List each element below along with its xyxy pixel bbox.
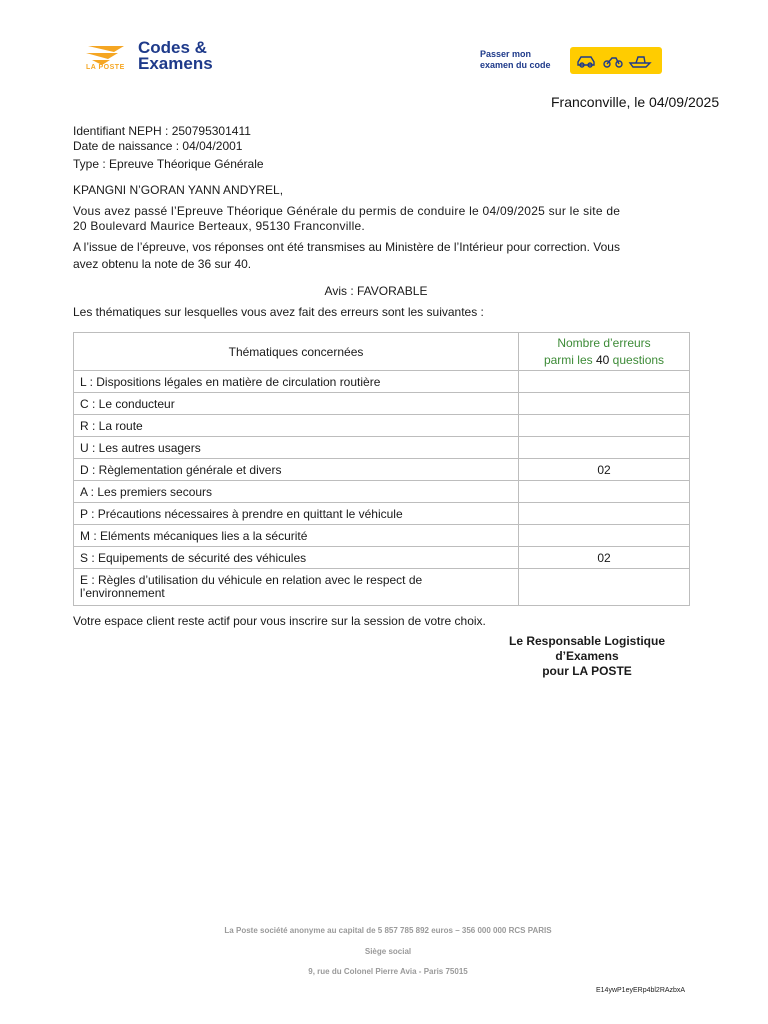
theme-cell: A : Les premiers secours — [74, 481, 519, 503]
table-header-row — [74, 333, 690, 371]
theme-cell-line-2: l’environnement — [80, 586, 165, 600]
table-row — [74, 371, 690, 393]
signature-line-2: d’Examens — [555, 649, 619, 663]
signature-line-3: pour LA POSTE — [542, 664, 632, 678]
theme-cell: C : Le conducteur — [74, 393, 519, 415]
codes-examens-logo — [84, 40, 244, 76]
exam-type: Type : Epreuve Théorique Générale — [73, 157, 264, 171]
count-cell — [519, 503, 690, 525]
count-cell: 02 — [519, 547, 690, 569]
errors-header-total: 40 — [595, 352, 610, 367]
theme-cell-line-1: E : Règles d’utilisation du véhicule en relation avec le respect de — [80, 573, 423, 587]
column-header-theme: Thématiques concernées — [74, 333, 519, 371]
promo-line-1: Passer mon — [480, 49, 532, 59]
closing-sentence: Votre espace client reste actif pour vous inscrire sur la session de votre choix. — [73, 614, 486, 628]
theme-cell: P : Précautions nécessaires à prendre en quittant le véhicule — [74, 503, 519, 525]
footer-head-office-label: Siège social — [364, 947, 412, 956]
table-row — [74, 459, 690, 481]
exam-paragraph — [73, 204, 703, 234]
count-cell — [519, 481, 690, 503]
errors-header-post: questions — [612, 352, 665, 367]
errors-intro: Les thématiques sur lesquelles vous avez fait des erreurs sont les suivantes : — [73, 305, 484, 319]
errors-table — [73, 332, 690, 606]
table-row — [74, 547, 690, 569]
theme-cell: R : La route — [74, 415, 519, 437]
promo-text — [480, 49, 572, 71]
theme-cell: L : Dispositions légales en matière de circulation routière — [74, 371, 519, 393]
la-poste-bird-icon — [84, 44, 128, 66]
footer-address: 9, rue du Colonel Pierre Avia - Paris 75015 — [308, 967, 468, 976]
table-row — [74, 393, 690, 415]
result-paragraph-line-1: A l’issue de l’épreuve, vos réponses ont été transmises au Ministère de l’Intérieur pour correction. Vous — [73, 240, 620, 254]
theme-cell: D : Règlementation générale et divers — [74, 459, 519, 481]
count-cell — [519, 371, 690, 393]
theme-cell: M : Eléments mécaniques lies a la sécurité — [74, 525, 519, 547]
result-paragraph-line-2: avez obtenu la note de 36 sur 40. — [73, 257, 252, 271]
vehicle-icons-badge — [570, 47, 662, 74]
signature-block — [487, 634, 687, 679]
exam-paragraph-line-2: 20 Boulevard Maurice Berteaux, 95130 Franconville. — [73, 219, 365, 233]
theme-cell: U : Les autres usagers — [74, 437, 519, 459]
verdict: Avis : FAVORABLE — [324, 284, 428, 298]
recipient-name: KPANGNI N’GORAN YANN ANDYREL, — [73, 183, 284, 197]
place-and-date: Franconville, le 04/09/2025 — [551, 94, 720, 110]
promo-banner — [480, 48, 662, 74]
neph-identifier: Identifiant NEPH : 250795301411 — [73, 124, 251, 138]
count-cell — [519, 415, 690, 437]
result-paragraph — [73, 239, 703, 273]
signature-line-1: Le Responsable Logistique — [508, 634, 666, 648]
birth-date: Date de naissance : 04/04/2001 — [73, 139, 243, 153]
document-code: E14ywP1eyERp4bl2RAzbxA — [596, 987, 686, 994]
promo-line-2: examen du code — [480, 60, 551, 70]
count-cell — [519, 393, 690, 415]
count-cell — [519, 569, 690, 606]
table-row — [74, 569, 690, 606]
la-poste-label: LA POSTE — [86, 64, 125, 71]
theme-cell — [74, 569, 519, 606]
errors-header-pre: parmi les — [543, 352, 593, 367]
candidate-identity — [73, 124, 264, 172]
footer-legal: La Poste société anonyme au capital de 5 857 785 892 euros – 356 000 000 RCS PARIS — [224, 926, 552, 935]
count-cell — [519, 437, 690, 459]
table-row — [74, 503, 690, 525]
column-header-errors — [519, 333, 690, 371]
exam-paragraph-line-1: Vous avez passé l’Epreuve Théorique Générale du permis de conduire le 04/09/2025 sur le site de — [73, 204, 621, 218]
brand-name: Codes & Examens — [138, 38, 213, 73]
table-row — [74, 481, 690, 503]
theme-cell: S : Equipements de sécurité des véhicules — [74, 547, 519, 569]
table-row — [74, 437, 690, 459]
table-row — [74, 415, 690, 437]
count-cell — [519, 525, 690, 547]
car-moto-boat-icon — [576, 52, 656, 69]
table-row — [74, 525, 690, 547]
errors-header-line-1: Nombre d’erreurs — [557, 335, 651, 350]
count-cell: 02 — [519, 459, 690, 481]
